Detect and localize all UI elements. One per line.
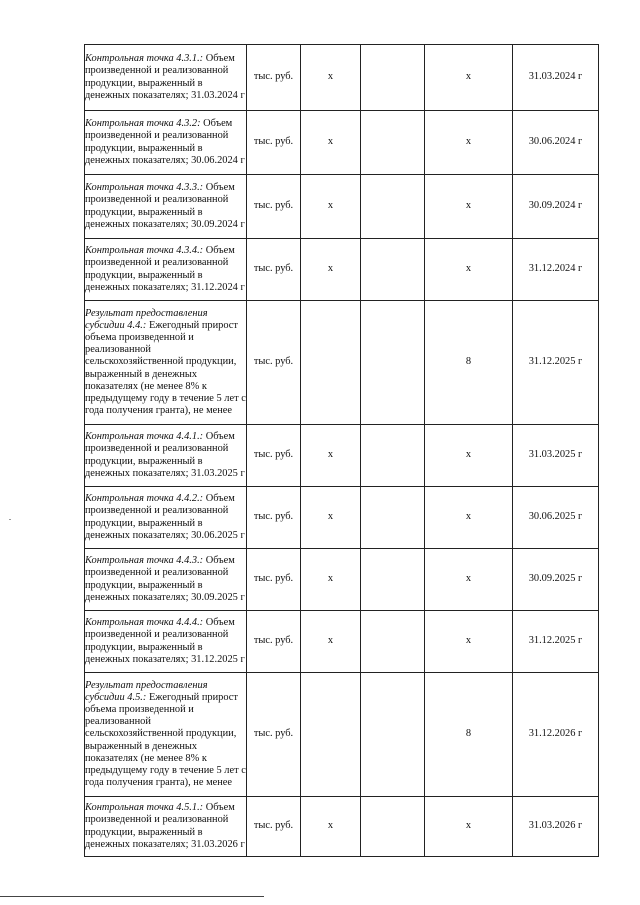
row-unit: тыс. руб.	[247, 301, 301, 425]
row-description	[85, 175, 247, 239]
row-col4	[361, 45, 425, 111]
row-col3	[301, 673, 361, 797]
table-row	[85, 45, 599, 111]
row-unit: тыс. руб.	[247, 673, 301, 797]
row-col4	[361, 301, 425, 425]
row-unit: тыс. руб.	[247, 611, 301, 673]
row-text: Объем произведенной и реализованной продукции, выраженный в денежных показателях; 31.03.2025 г	[85, 431, 245, 479]
row-col4	[361, 549, 425, 611]
row-value: x	[425, 549, 513, 611]
row-value: x	[425, 425, 513, 487]
row-text: Объем произведенной и реализованной продукции, выраженный в денежных показателях; 30.09.2025 г	[85, 555, 245, 603]
row-col3: x	[301, 425, 361, 487]
row-description	[85, 673, 247, 797]
row-text: Объем произведенной и реализованной продукции, выраженный в денежных показателях; 31.12.2024 г	[85, 245, 245, 293]
row-description	[85, 797, 247, 857]
row-col4	[361, 425, 425, 487]
row-value: x	[425, 111, 513, 175]
row-date: 30.06.2024 г	[513, 111, 599, 175]
row-date: 31.12.2024 г	[513, 239, 599, 301]
row-col3: x	[301, 239, 361, 301]
table-row	[85, 673, 599, 797]
row-text: Объем произведенной и реализованной продукции, выраженный в денежных показателях; 31.03.2026 г	[85, 802, 245, 850]
row-description	[85, 111, 247, 175]
row-col4	[361, 797, 425, 857]
row-date: 31.03.2024 г	[513, 45, 599, 111]
row-date: 30.09.2025 г	[513, 549, 599, 611]
row-description	[85, 487, 247, 549]
row-value: x	[425, 175, 513, 239]
row-col3: x	[301, 487, 361, 549]
row-col3	[301, 301, 361, 425]
row-unit: тыс. руб.	[247, 111, 301, 175]
row-col4	[361, 673, 425, 797]
row-value: 8	[425, 301, 513, 425]
table-row	[85, 301, 599, 425]
row-label: Контрольная точка 4.4.2.:	[85, 493, 204, 505]
row-date: 31.03.2025 г	[513, 425, 599, 487]
row-text: Ежегодный прирост объема произведенной и реализованной сельскохозяйственной продукции, выраженный в денежных показателях (не менее 8% к предыдущему году в течение 5 лет с года получения гранта), не менее	[85, 691, 246, 789]
row-col4	[361, 611, 425, 673]
row-label: Контрольная точка 4.4.1.:	[85, 431, 204, 443]
table-row	[85, 487, 599, 549]
row-label: Контрольная точка 4.3.4.:	[85, 245, 204, 257]
table-row	[85, 111, 599, 175]
table-row	[85, 175, 599, 239]
row-col3: x	[301, 45, 361, 111]
row-unit: тыс. руб.	[247, 549, 301, 611]
row-unit: тыс. руб.	[247, 239, 301, 301]
row-value: x	[425, 611, 513, 673]
scan-mark	[9, 519, 11, 520]
row-text: Объем произведенной и реализованной продукции, выраженный в денежных показателях; 30.06.2024 г	[85, 118, 245, 166]
row-value: x	[425, 45, 513, 111]
row-label: Контрольная точка 4.5.1.:	[85, 802, 204, 814]
row-description	[85, 301, 247, 425]
row-col4	[361, 487, 425, 549]
row-text: Объем произведенной и реализованной продукции, выраженный в денежных показателях; 31.03.2024 г	[85, 53, 245, 101]
row-value: x	[425, 487, 513, 549]
row-date: 31.12.2026 г	[513, 673, 599, 797]
row-col3: x	[301, 175, 361, 239]
row-label: Результат предоставления субсидии 4.4.:	[85, 307, 208, 331]
table-row	[85, 611, 599, 673]
row-date: 31.12.2025 г	[513, 611, 599, 673]
row-col4	[361, 111, 425, 175]
row-value: x	[425, 797, 513, 857]
row-date: 31.03.2026 г	[513, 797, 599, 857]
row-text: Объем произведенной и реализованной продукции, выраженный в денежных показателях; 31.12.2025 г	[85, 617, 245, 665]
row-date: 31.12.2025 г	[513, 301, 599, 425]
row-label: Контрольная точка 4.4.3.:	[85, 555, 204, 567]
row-label: Контрольная точка 4.3.2:	[85, 118, 201, 130]
row-description	[85, 239, 247, 301]
table-row	[85, 549, 599, 611]
row-description	[85, 549, 247, 611]
row-col4	[361, 175, 425, 239]
row-text: Ежегодный прирост объема произведенной и реализованной сельскохозяйственной продукции, выраженный в денежных показателях (не менее 8% к предыдущему году в течение 5 лет с года получения гранта), не менее	[85, 319, 246, 417]
row-value: 8	[425, 673, 513, 797]
row-unit: тыс. руб.	[247, 425, 301, 487]
row-unit: тыс. руб.	[247, 487, 301, 549]
row-value: x	[425, 239, 513, 301]
row-unit: тыс. руб.	[247, 175, 301, 239]
footnote-separator	[0, 896, 264, 897]
row-unit: тыс. руб.	[247, 797, 301, 857]
row-unit: тыс. руб.	[247, 45, 301, 111]
table-row	[85, 797, 599, 857]
row-text: Объем произведенной и реализованной продукции, выраженный в денежных показателях; 30.06.2025 г	[85, 493, 245, 541]
row-label: Результат предоставления субсидии 4.5.:	[85, 679, 208, 703]
row-col4	[361, 239, 425, 301]
row-col3: x	[301, 549, 361, 611]
row-date: 30.09.2024 г	[513, 175, 599, 239]
table-row	[85, 239, 599, 301]
row-col3: x	[301, 611, 361, 673]
row-date: 30.06.2025 г	[513, 487, 599, 549]
row-description	[85, 611, 247, 673]
table-row	[85, 425, 599, 487]
row-description	[85, 45, 247, 111]
row-col3: x	[301, 797, 361, 857]
row-label: Контрольная точка 4.4.4.:	[85, 617, 204, 629]
row-text: Объем произведенной и реализованной продукции, выраженный в денежных показателях; 30.09.2024 г	[85, 182, 245, 230]
row-label: Контрольная точка 4.3.3.:	[85, 182, 204, 194]
row-description	[85, 425, 247, 487]
row-col3: x	[301, 111, 361, 175]
row-label: Контрольная точка 4.3.1.:	[85, 53, 204, 65]
results-table	[84, 44, 599, 857]
